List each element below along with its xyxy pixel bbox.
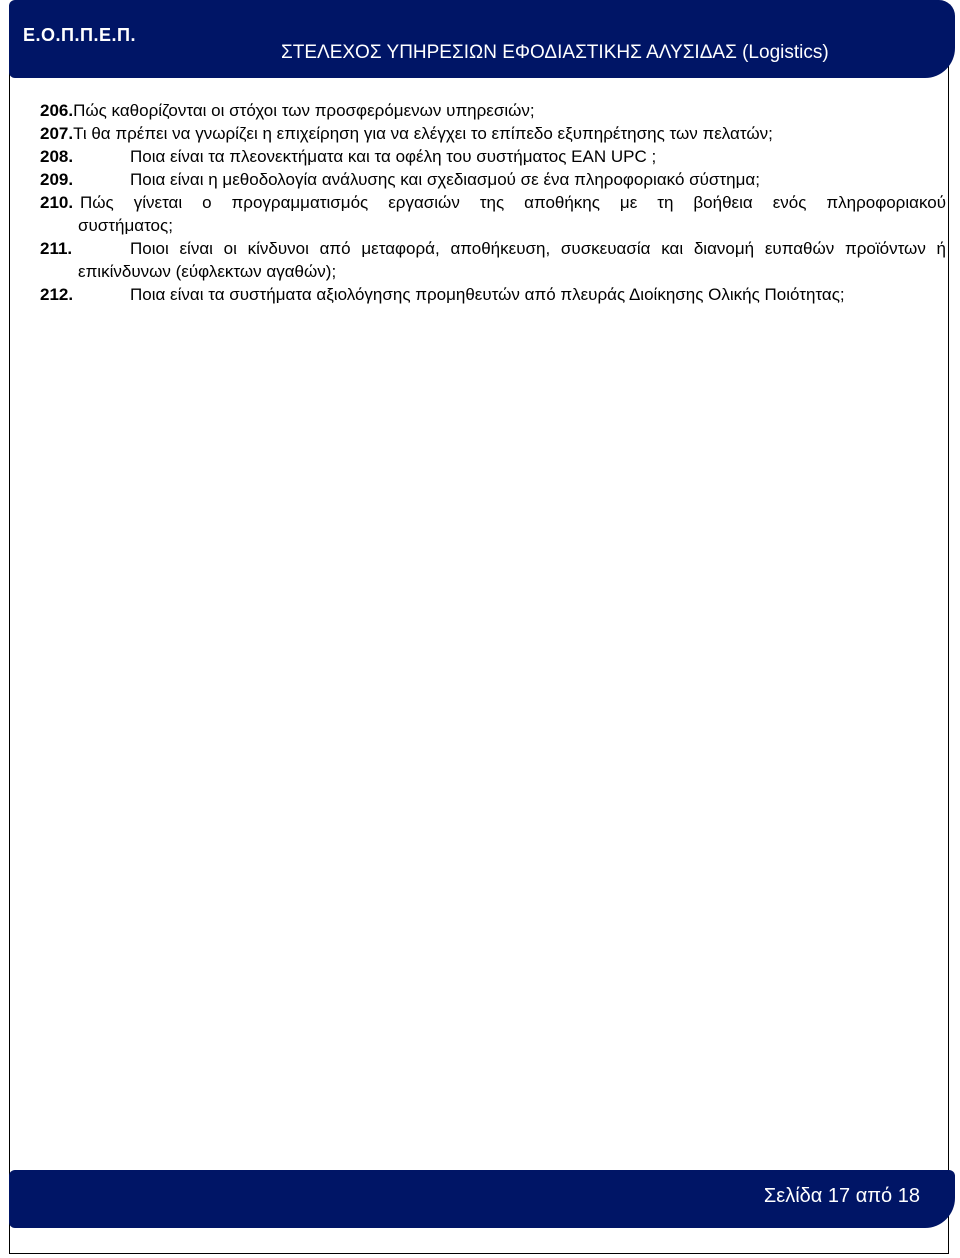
question-text: Ποια είναι η μεθοδολογία ανάλυσης και σχεδιασμού σε ένα πληροφοριακό σύστημα;: [130, 170, 760, 189]
question-208: [40, 145, 946, 168]
page-header: [9, 0, 955, 78]
question-number: 209.: [40, 170, 74, 189]
question-text: Πώς γίνεται ο προγραμματισμός εργασιών της αποθήκης με τη βοήθεια ενός πληροφοριακού: [80, 193, 946, 212]
question-number: 211.: [40, 239, 73, 258]
question-207: [40, 122, 946, 145]
question-text: Τι θα πρέπει να γνωρίζει η επιχείρηση για να ελέγχει το επίπεδο εξυπηρέτησης των πελατών;: [73, 124, 773, 143]
question-list: [40, 99, 946, 306]
question-text: Ποια είναι τα συστήματα αξιολόγησης προμηθευτών από πλευράς Διοίκησης Ολικής Ποιότητας;: [130, 285, 845, 304]
question-209: [40, 168, 946, 191]
page-footer: [9, 1170, 955, 1228]
organization-name: Ε.Ο.Π.Π.Ε.Π.: [23, 25, 137, 45]
question-number: 208.: [40, 147, 74, 166]
question-number: 212.: [40, 285, 74, 304]
question-210: [40, 191, 946, 214]
question-number: 210.: [40, 193, 74, 212]
question-continuation: επικίνδυνων (εύφλεκτων αγαθών);: [78, 262, 337, 281]
question-text: Ποιοι είναι οι κίνδυνοι από μεταφορά, αποθήκευση, συσκευασία και διανομή ευπαθών προϊόντων ή: [130, 239, 946, 258]
page-number: Σελίδα 17 από 18: [763, 1185, 920, 1207]
document-title: ΣΤΕΛΕΧΟΣ ΥΠΗΡΕΣΙΩΝ ΕΦΟΔΙΑΣΤΙΚΗΣ ΑΛΥΣΙΔΑΣ (Logistics): [281, 42, 829, 63]
question-number: 206.: [40, 101, 74, 120]
question-text: Ποια είναι τα πλεονεκτήματα και τα οφέλη του συστήματος EAN UPC ;: [130, 147, 657, 166]
question-212: [40, 283, 946, 306]
question-text: Πώς καθορίζονται οι στόχοι των προσφερόμενων υπηρεσιών;: [73, 101, 535, 120]
question-number: 207.: [40, 124, 74, 143]
question-211: [40, 237, 946, 260]
question-206: [40, 99, 946, 122]
question-continuation: συστήματος;: [78, 216, 173, 235]
